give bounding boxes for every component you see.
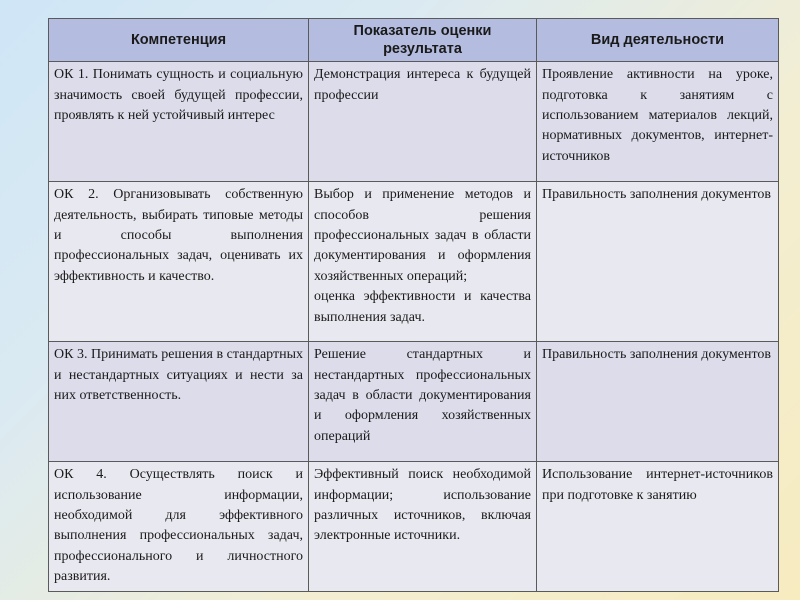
table-row <box>49 342 779 462</box>
cell-competence: ОК 1. Понимать сущность и социальную значимость своей будущей профессии, проявлять к ней устойчивый интерес <box>49 62 309 182</box>
cell-indicator: Решение стандартных и нестандартных профессиональных задач в области документирования и оформления хозяйственных операций <box>309 342 537 462</box>
header-indicator: Показатель оценки результата <box>309 19 537 62</box>
cell-indicator-text: Выбор и применение методов и способов решения профессиональных задач в области документирования и оформления хозяйственных операций; <box>314 187 531 284</box>
cell-indicator-extra: оценка эффективности и качества выполнения задач. <box>314 289 531 325</box>
cell-activity: Использование интернет-источников при подготовке к занятию <box>537 462 779 591</box>
competence-table-container <box>48 18 778 583</box>
cell-competence: ОК 4. Осуществлять поиск и использование информации, необходимой для эффективного выполнения профессиональных задач, профессионального и личностного развития. <box>49 462 309 591</box>
table-row <box>49 462 779 591</box>
cell-indicator <box>309 182 537 342</box>
cell-competence: ОК 3. Принимать решения в стандартных и нестандартных ситуациях и нести за них ответственность. <box>49 342 309 462</box>
table-row <box>49 62 779 182</box>
cell-indicator: Демонстрация интереса к будущей профессии <box>309 62 537 182</box>
table-row <box>49 182 779 342</box>
cell-activity: Правильность заполнения документов <box>537 342 779 462</box>
cell-competence: ОК 2. Организовывать собственную деятельность, выбирать типовые методы и способы выполнения профессиональных задач, оценивать их эффективность и качество. <box>49 182 309 342</box>
header-competence: Компетенция <box>49 19 309 62</box>
competence-table <box>48 18 779 592</box>
cell-activity: Правильность заполнения документов <box>537 182 779 342</box>
cell-indicator: Эффективный поиск необходимой информации; использование различных источников, включая электронные источники. <box>309 462 537 591</box>
cell-activity: Проявление активности на уроке, подготовка к занятиям с использованием материалов лекций, нормативных документов, интернет-источников <box>537 62 779 182</box>
header-activity: Вид деятельности <box>537 19 779 62</box>
table-header-row <box>49 19 779 62</box>
